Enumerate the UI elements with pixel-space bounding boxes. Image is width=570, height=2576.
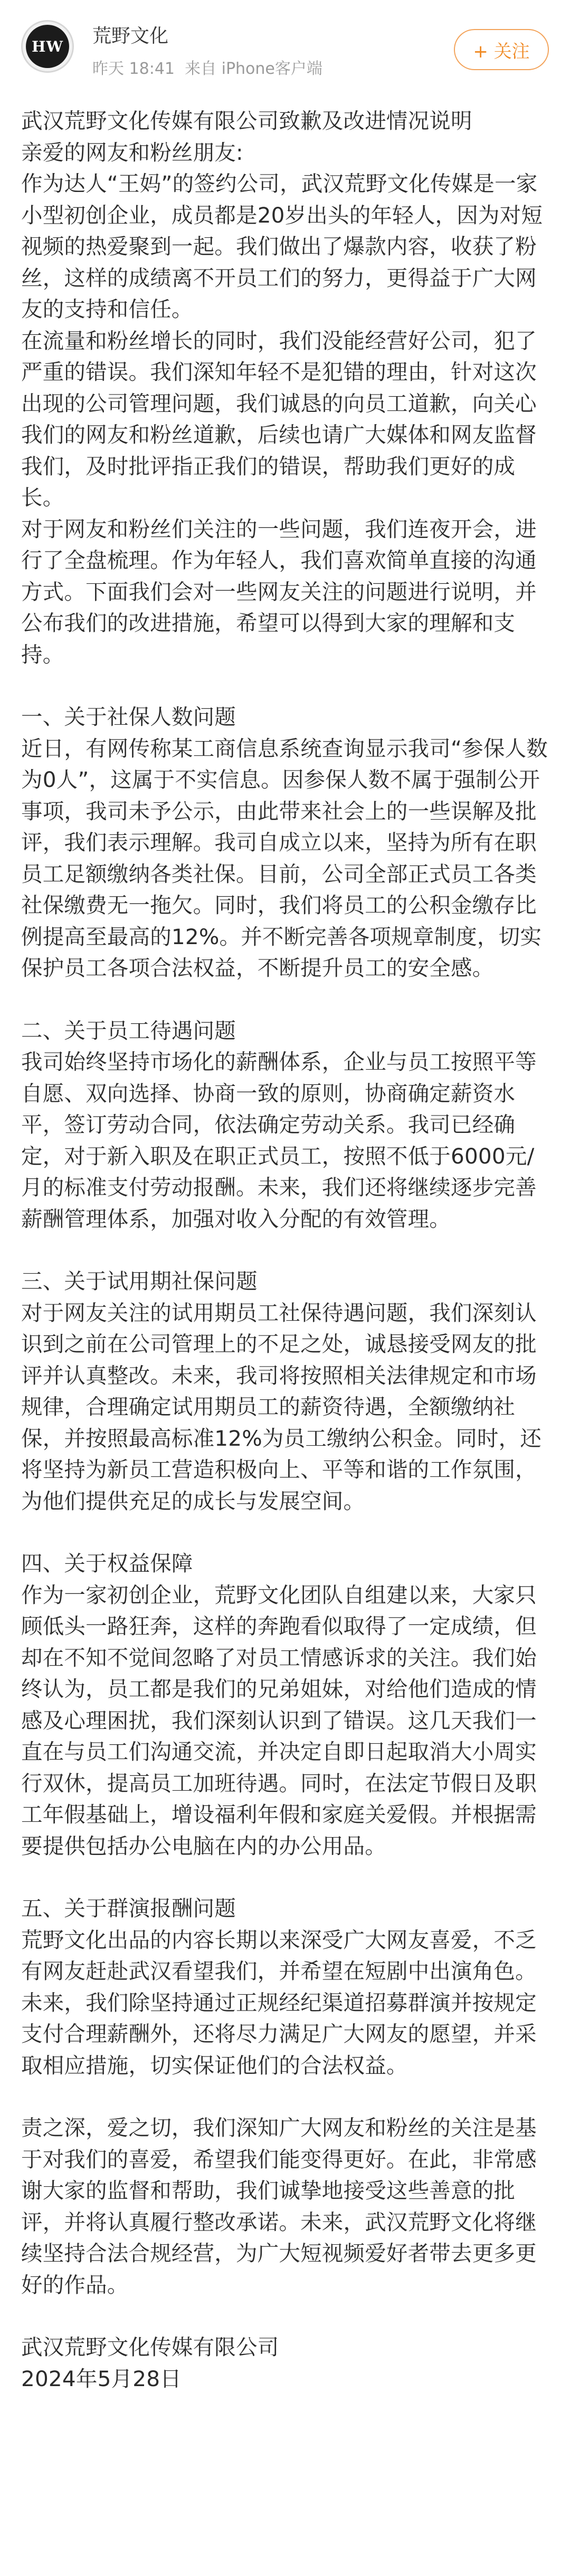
intro-paragraph-3: 对于网友和粉丝们关注的一些问题，我们连夜开会，进行了全盘梳理。作为年轻人，我们喜欢简单直接的沟通方式。下面我们会对一些网友关注的问题进行说明，并公布我们的改进措施，希望可以得到大家的理解和支持。 xyxy=(21,516,537,667)
post-source: 来自 iPhone客户端 xyxy=(185,60,322,78)
post-header xyxy=(0,0,570,105)
spacer xyxy=(21,670,549,701)
post-date: 2024年5月28日 xyxy=(21,2366,182,2391)
section-4-title: 四、关于权益保障 xyxy=(21,1551,193,1576)
spacer xyxy=(21,1235,549,1266)
spacer xyxy=(21,2081,549,2112)
section-5-body: 荒野文化出品的内容长期以来深受广大网友喜爱，不乏有网友赶赴武汉看望我们，并希望在短剧中出演角色。未来，我们除坚持通过正规经纪渠道招募群演并按规定支付合理薪酬外，还将尽力满足广大网友的愿望，并采取相应措施，切实保证他们的合法权益。 xyxy=(21,1927,537,2078)
username[interactable]: 荒野文化 xyxy=(92,25,169,47)
post-timestamp: 昨天 18:41 xyxy=(92,60,175,78)
signature: 武汉荒野文化传媒有限公司 xyxy=(21,2334,279,2360)
spacer xyxy=(21,2301,549,2332)
follow-button[interactable]: + 关注 xyxy=(454,29,549,70)
section-1-body: 近日，有网传称某工商信息系统查询显示我司“参保人数为0人”，这属于不实信息。因参保人数不属于强制公开事项，我司未予公示，由此带来社会上的一些误解及批评，我们表示理解。我司自成立以来，坚持为所有在职员工足额缴纳各类社保。目前，公司全部正式员工各类社保缴费无一拖欠。同时，我们将员工的公积金缴存比例提高至最高的12%。并不断完善各项规章制度，切实保护员工各项合法权益，不断提升员工的安全感。 xyxy=(21,735,548,981)
section-4-body: 作为一家初创企业，荒野文化团队自组建以来，大家只顾低头一路狂奔，这样的奔跑看似取得了一定成绩，但却在不知不觉间忽略了对员工情感诉求的关注。我们始终认为，员工都是我们的兄弟姐妹，对给他们造成的情感及心理困扰，我们深刻认识到了错误。这几天我们一直在与员工们沟通交流，并决定自即日起取消大小周实行双休，提高员工加班待遇。同时，在法定节假日及职工年假基础上，增设福利年假和家庭关爱假。并根据需要提供包括办公电脑在内的办公用品。 xyxy=(21,1582,537,1859)
section-3-title: 三、关于试用期社保问题 xyxy=(21,1268,258,1294)
greeting: 亲爱的网友和粉丝朋友: xyxy=(21,139,243,165)
post-title: 武汉荒野文化传媒有限公司致歉及改进情况说明 xyxy=(21,108,472,133)
post-meta xyxy=(92,55,322,79)
section-2-title: 二、关于员工待遇问题 xyxy=(21,1017,236,1043)
spacer xyxy=(21,984,549,1015)
intro-paragraph-1: 作为达人“王妈”的签约公司，武汉荒野文化传媒是一家小型初创企业，成员都是20岁出头的年轻人，因为对短视频的热爱聚到一起。我们做出了爆款内容，收获了粉丝，这样的成绩离不开员工们的努力，更得益于广大网友的支持和信任。 xyxy=(21,171,543,322)
closing-paragraph: 责之深，爱之切，我们深知广大网友和粉丝的关注是基于对我们的喜爱，希望我们能变得更好。在此，非常感谢大家的监督和帮助，我们诚挚地接受这些善意的批评，并将认真履行整改承诺。未来，武汉荒野文化将继续坚持合法合规经营，为广大短视频爱好者带去更多更好的作品。 xyxy=(21,2115,537,2298)
section-5-title: 五、关于群演报酬问题 xyxy=(21,1896,236,1921)
spacer xyxy=(21,1862,549,1893)
avatar-logo: HW xyxy=(26,25,69,68)
avatar[interactable] xyxy=(21,20,74,73)
spacer xyxy=(21,1517,549,1548)
section-2-body: 我司始终坚持市场化的薪酬体系，企业与员工按照平等自愿、双向选择、协商一致的原则，协商确定薪资水平，签订劳动合同，依法确定劳动关系。我司已经确定，对于新入职及在职正式员工，按照不低于6000元/月的标准支付劳动报酬。未来，我们还将继续逐步完善薪酬管理体系，加强对收入分配的有效管理。 xyxy=(21,1049,537,1232)
intro-paragraph-2: 在流量和粉丝增长的同时，我们没能经营好公司，犯了严重的错误。我们深知年轻不是犯错的理由，针对这次出现的公司管理问题，我们诚恳的向员工道歉，向关心我们的网友和粉丝道歉，后续也请广大媒体和网友监督我们，及时批评指正我们的错误，帮助我们更好的成长。 xyxy=(21,328,537,510)
section-1-title: 一、关于社保人数问题 xyxy=(21,704,236,729)
section-3-body: 对于网友关注的试用期员工社保待遇问题，我们深刻认识到之前在公司管理上的不足之处，诚恳接受网友的批评并认真整改。未来，我司将按照相关法律规定和市场规律，合理确定试用期员工的薪资待遇，全额缴纳社保，并按照最高标准12%为员工缴纳公积金。同时，还将坚持为新员工营造积极向上、平等和谐的工作氛围，为他们提供充足的成长与发展空间。 xyxy=(21,1300,542,1514)
post-body xyxy=(0,105,570,2395)
